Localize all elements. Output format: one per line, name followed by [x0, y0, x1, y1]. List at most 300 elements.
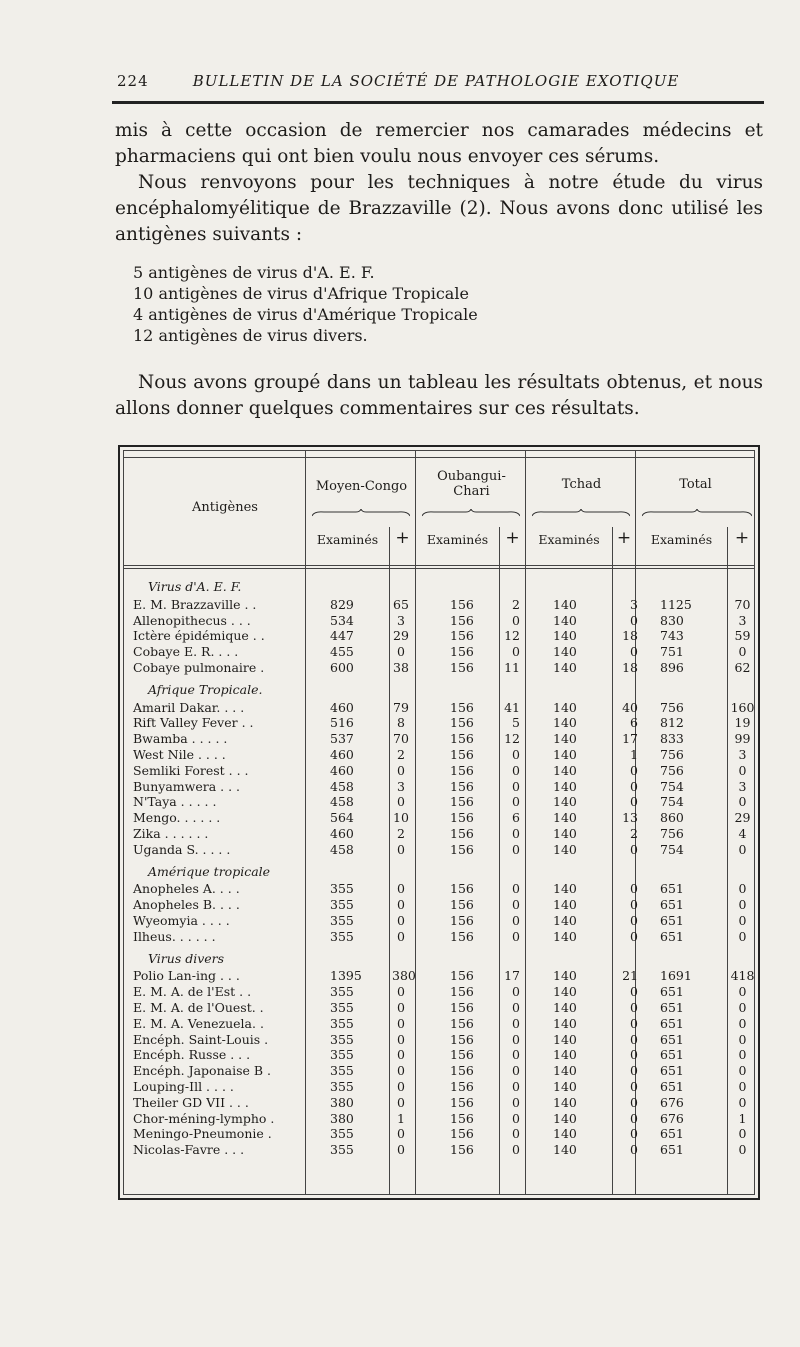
- header-rule: [112, 101, 764, 104]
- table-cell: 0: [512, 1079, 520, 1094]
- table-cell: 140: [553, 841, 577, 857]
- table-cell: 62: [734, 660, 751, 675]
- header-top-rule: [123, 457, 755, 458]
- table-cell: 12: [504, 628, 520, 644]
- table-cell: 0: [738, 881, 747, 897]
- table-cell: 0: [397, 897, 405, 913]
- table-cell: 156: [450, 1031, 474, 1047]
- table-cell: 355: [330, 1079, 354, 1094]
- table-cell: 40: [622, 699, 638, 715]
- table-row: [130, 763, 760, 779]
- table-cell: 0: [512, 826, 520, 841]
- table-cell: 537: [330, 731, 354, 747]
- table-row: [130, 984, 760, 1000]
- table-cell: 156: [450, 794, 474, 810]
- table-cell: 0: [397, 1063, 405, 1079]
- antigen-name: Anopheles A. . . .: [133, 881, 240, 897]
- table-cell: 0: [512, 612, 520, 628]
- table-cell: 455: [330, 644, 354, 660]
- table-cell: 4: [738, 826, 747, 841]
- table-cell: 0: [738, 841, 747, 857]
- table-row: [130, 731, 760, 747]
- table-cell: 743: [660, 628, 684, 644]
- table-cell: 156: [450, 731, 474, 747]
- table-cell: 0: [512, 1094, 520, 1110]
- antigen-name: Theiler GD VII . . .: [133, 1094, 249, 1110]
- table-cell: 0: [738, 1015, 747, 1031]
- table-cell: 756: [660, 747, 684, 762]
- table-cell: 156: [450, 810, 474, 826]
- table-cell: 516: [330, 715, 354, 731]
- table-cell: 0: [397, 1094, 405, 1110]
- table-cell: 156: [450, 699, 474, 715]
- table-cell: 140: [553, 1000, 577, 1015]
- table-row: [130, 929, 760, 945]
- table-cell: 355: [330, 928, 354, 944]
- table-cell: 460: [330, 699, 354, 715]
- table-cell: 0: [630, 794, 638, 810]
- table-cell: 0: [738, 1031, 747, 1047]
- table-row: [130, 1000, 760, 1016]
- table-cell: 156: [450, 841, 474, 857]
- table-cell: 3: [738, 612, 747, 628]
- table-cell: 0: [397, 841, 405, 857]
- brace-mark: [312, 509, 410, 517]
- section-title: Virus divers: [148, 950, 225, 966]
- table-cell: 0: [738, 794, 747, 810]
- table-cell: 0: [738, 984, 747, 1000]
- table-row: [130, 700, 760, 716]
- table-cell: 0: [630, 984, 638, 1000]
- table-cell: 458: [330, 778, 354, 794]
- table-row: [130, 747, 760, 763]
- table-cell: 600: [330, 660, 354, 675]
- table-cell: 140: [553, 1079, 577, 1094]
- table-cell: 156: [450, 1000, 474, 1015]
- paragraph-2: Nous renvoyons pour les techniques à notre étude du virus encéphalomyélitique de Brazzaville (2). Nous avons donc utilisé les antigènes suivants :: [115, 172, 763, 245]
- table-cell: 380: [392, 968, 416, 984]
- table-cell: 355: [330, 913, 354, 928]
- table-cell: 0: [512, 881, 520, 897]
- brace-mark: [422, 509, 520, 517]
- table-cell: 651: [660, 913, 684, 928]
- table-cell: 0: [512, 897, 520, 913]
- table-cell: 38: [393, 660, 409, 675]
- table-cell: 651: [660, 881, 684, 897]
- table-cell: 2: [397, 747, 405, 762]
- table-cell: 140: [553, 794, 577, 810]
- table-cell: 140: [553, 747, 577, 762]
- table-cell: 0: [397, 913, 405, 928]
- table-cell: 833: [660, 731, 684, 747]
- table-cell: 140: [553, 612, 577, 628]
- antigen-name: Cobaye pulmonaire .: [133, 660, 265, 675]
- table-cell: 829: [330, 596, 354, 612]
- antigen-name: Ictère épidémique . .: [133, 628, 265, 644]
- table-cell: 156: [450, 913, 474, 928]
- table-cell: 651: [660, 1000, 684, 1015]
- table-cell: 0: [630, 1000, 638, 1015]
- table-cell: 0: [630, 881, 638, 897]
- table-cell: 156: [450, 1142, 474, 1158]
- table-cell: 140: [553, 762, 577, 778]
- antigen-name: Chor-méning-lympho .: [133, 1110, 275, 1126]
- sub-header: +: [734, 528, 750, 548]
- table-cell: 140: [553, 596, 577, 612]
- table-row: [130, 881, 760, 897]
- table-cell: 156: [450, 897, 474, 913]
- sub-header: +: [616, 528, 632, 548]
- journal-title: BULLETIN DE LA SOCIÉTÉ DE PATHOLOGIE EXOTIQUE: [192, 72, 680, 90]
- table-row: [130, 1032, 760, 1048]
- table-cell: 2: [397, 826, 405, 841]
- table-cell: 99: [734, 731, 751, 747]
- table-cell: 651: [660, 984, 684, 1000]
- table-cell: 156: [450, 660, 474, 675]
- table-row: [130, 897, 760, 913]
- table-cell: 0: [630, 1031, 638, 1047]
- table-cell: 0: [738, 897, 747, 913]
- table-cell: 17: [622, 731, 638, 747]
- antigen-name: Encéph. Russe . . .: [133, 1047, 251, 1063]
- table-cell: 0: [512, 1063, 520, 1079]
- table-cell: 0: [738, 1000, 747, 1015]
- stub-header: Antigènes: [192, 500, 258, 515]
- table-cell: 860: [660, 810, 684, 826]
- table-cell: 2: [630, 826, 638, 841]
- table-cell: 18: [622, 660, 638, 675]
- table-cell: 380: [330, 1110, 354, 1126]
- table-cell: 651: [660, 1031, 684, 1047]
- table-row: [130, 842, 760, 858]
- table-cell: 140: [553, 715, 577, 731]
- table-cell: 0: [630, 1094, 638, 1110]
- table-cell: 1395: [330, 968, 362, 984]
- table-cell: 0: [630, 778, 638, 794]
- table-cell: 6: [512, 810, 520, 826]
- section-title: Afrique Tropicale.: [148, 681, 263, 697]
- table-cell: 355: [330, 1015, 354, 1031]
- table-cell: 651: [660, 1126, 684, 1142]
- table-cell: 0: [512, 1142, 520, 1158]
- table-cell: 651: [660, 897, 684, 913]
- table-row: [130, 597, 760, 613]
- table-row: [130, 628, 760, 644]
- table-cell: 160: [730, 699, 755, 715]
- table-cell: 754: [660, 794, 684, 810]
- table-cell: 79: [393, 699, 409, 715]
- table-cell: 0: [512, 984, 520, 1000]
- antigen-name: E. M. A. de l'Ouest. .: [133, 1000, 264, 1015]
- table-cell: 29: [393, 628, 409, 644]
- table-cell: 676: [660, 1094, 684, 1110]
- table-cell: 756: [660, 762, 684, 778]
- table-cell: 140: [553, 1031, 577, 1047]
- table-cell: 355: [330, 1047, 354, 1063]
- table-cell: 0: [512, 1110, 520, 1126]
- table-cell: 0: [397, 1000, 405, 1015]
- table-cell: 0: [630, 1079, 638, 1094]
- table-cell: 0: [738, 1142, 747, 1158]
- antigen-name: N'Taya . . . . .: [133, 794, 217, 810]
- table-cell: 0: [512, 1015, 520, 1031]
- table-cell: 156: [450, 596, 474, 612]
- antigen-name: Encéph. Saint-Louis .: [133, 1031, 269, 1047]
- table-cell: 564: [330, 810, 354, 826]
- antigen-name: Polio Lan-ing . . .: [133, 968, 240, 984]
- table-cell: 70: [393, 731, 409, 747]
- table-cell: 0: [512, 1000, 520, 1015]
- table-cell: 140: [553, 968, 577, 984]
- table-cell: 458: [330, 794, 354, 810]
- table-cell: 380: [330, 1094, 354, 1110]
- table-cell: 0: [738, 1047, 747, 1063]
- table-cell: 651: [660, 1063, 684, 1079]
- table-cell: 0: [738, 1063, 747, 1079]
- table-cell: 156: [450, 762, 474, 778]
- table-cell: 29: [734, 810, 751, 826]
- table-cell: 156: [450, 1079, 474, 1094]
- table-cell: 0: [512, 762, 520, 778]
- antigen-name: Bwamba . . . . .: [133, 731, 228, 747]
- table-cell: 156: [450, 1015, 474, 1031]
- list-item: 5 antigènes de virus d'A. E. F.: [133, 263, 375, 282]
- antigen-name: Zika . . . . . .: [133, 826, 209, 841]
- table-cell: 1: [630, 747, 638, 762]
- table-row: [130, 715, 760, 731]
- table-cell: 0: [630, 1126, 638, 1142]
- paragraph-1: mis à cette occasion de remercier nos camarades médecins et pharmaciens qui ont bien voulu nous envoyer ces sérums.: [115, 120, 763, 167]
- table-cell: 0: [630, 841, 638, 857]
- table-cell: 751: [660, 644, 684, 660]
- antigen-name: Encéph. Japonaise B .: [133, 1063, 271, 1079]
- table-cell: 0: [630, 1047, 638, 1063]
- table-cell: 140: [553, 928, 577, 944]
- table-cell: 140: [553, 984, 577, 1000]
- antigen-name: Anopheles B. . . .: [133, 897, 240, 913]
- table-cell: 0: [397, 644, 405, 660]
- table-cell: 0: [738, 913, 747, 928]
- table-cell: 156: [450, 968, 474, 984]
- antigen-name: West Nile . . . .: [133, 747, 226, 762]
- table-cell: 460: [330, 826, 354, 841]
- antigen-name: E. M. A. Venezuela. .: [133, 1015, 264, 1031]
- table-cell: 140: [553, 1142, 577, 1158]
- antigen-name: Semliki Forest . . .: [133, 762, 249, 778]
- table-cell: 3: [397, 778, 405, 794]
- table-cell: 156: [450, 715, 474, 731]
- table-cell: 140: [553, 778, 577, 794]
- table-cell: 0: [512, 1031, 520, 1047]
- table-cell: 0: [630, 1015, 638, 1031]
- table-cell: 156: [450, 826, 474, 841]
- table-cell: 0: [397, 1142, 405, 1158]
- table-cell: 0: [397, 794, 405, 810]
- table-cell: 651: [660, 1142, 684, 1158]
- table-cell: 0: [630, 762, 638, 778]
- table-cell: 3: [738, 747, 747, 762]
- table-cell: 754: [660, 778, 684, 794]
- table-cell: 59: [734, 628, 751, 644]
- table-row: [130, 826, 760, 842]
- table-cell: 651: [660, 928, 684, 944]
- list-item: 4 antigènes de virus d'Amérique Tropicale: [133, 305, 478, 324]
- list-item: 10 antigènes de virus d'Afrique Tropicale: [133, 284, 469, 303]
- table-cell: 355: [330, 1031, 354, 1047]
- table-cell: 156: [450, 1063, 474, 1079]
- table-cell: 1691: [660, 968, 692, 984]
- table-cell: 65: [393, 596, 409, 612]
- table-cell: 0: [738, 1094, 747, 1110]
- table-cell: 0: [512, 928, 520, 944]
- table-cell: 1125: [660, 596, 692, 612]
- table-cell: 0: [630, 1110, 638, 1126]
- section-row: [130, 864, 760, 880]
- table-cell: 156: [450, 747, 474, 762]
- table-row: [130, 1111, 760, 1127]
- list-item: 12 antigènes de virus divers.: [133, 326, 368, 345]
- antigen-name: Ilheus. . . . . .: [133, 928, 216, 944]
- table-row: [130, 1063, 760, 1079]
- table-cell: 140: [553, 881, 577, 897]
- table-cell: 0: [738, 762, 747, 778]
- sub-header: +: [505, 528, 520, 548]
- table-cell: 0: [630, 1142, 638, 1158]
- table-cell: 0: [512, 841, 520, 857]
- table-cell: 156: [450, 928, 474, 944]
- table-row: [130, 613, 760, 629]
- table-row: [130, 810, 760, 826]
- group-header: Tchad: [561, 477, 602, 492]
- table-cell: 0: [630, 913, 638, 928]
- table-cell: 19: [734, 715, 751, 731]
- table-cell: 2: [512, 596, 520, 612]
- table-cell: 18: [622, 628, 638, 644]
- table-cell: 0: [397, 1079, 405, 1094]
- table-cell: 0: [397, 1015, 405, 1031]
- antigen-name: Uganda S. . . . .: [133, 841, 231, 857]
- table-cell: 140: [553, 1047, 577, 1063]
- table-cell: 1: [738, 1110, 747, 1126]
- section-title: Virus d'A. E. F.: [148, 579, 242, 594]
- sub-header: Examinés: [426, 532, 489, 547]
- table-cell: 830: [660, 612, 684, 628]
- table-cell: 0: [397, 1047, 405, 1063]
- table-cell: 0: [630, 928, 638, 944]
- table-cell: 418: [730, 968, 755, 984]
- running-head: [117, 72, 762, 90]
- table-cell: 156: [450, 778, 474, 794]
- section-title: Amérique tropicale: [148, 863, 271, 879]
- table-cell: 756: [660, 699, 684, 715]
- table-cell: 156: [450, 612, 474, 628]
- table-cell: 355: [330, 1126, 354, 1142]
- table-cell: 0: [512, 913, 520, 928]
- table-cell: 41: [504, 699, 520, 715]
- header-bottom-rule: [123, 568, 755, 569]
- table-cell: 0: [738, 1079, 747, 1094]
- table-cell: 754: [660, 841, 684, 857]
- antigen-name: Nicolas-Favre . . .: [133, 1142, 245, 1158]
- antigen-name: Cobaye E. R. . . .: [133, 644, 239, 660]
- table-cell: 140: [553, 731, 577, 747]
- table-cell: 355: [330, 984, 354, 1000]
- table-cell: 140: [553, 810, 577, 826]
- table-cell: 0: [630, 897, 638, 913]
- table-cell: 0: [630, 644, 638, 660]
- table-cell: 11: [504, 660, 520, 675]
- antigen-name: Rift Valley Fever . .: [133, 715, 254, 731]
- table-row: [130, 644, 760, 660]
- table-cell: 0: [738, 644, 747, 660]
- antigen-name: E. M. Brazzaville . .: [133, 596, 257, 612]
- table-cell: 0: [630, 1063, 638, 1079]
- table-cell: 3: [630, 596, 638, 612]
- table-cell: 3: [397, 612, 405, 628]
- table-cell: 156: [450, 984, 474, 1000]
- table-cell: 651: [660, 1047, 684, 1063]
- table-row: [130, 1016, 760, 1032]
- table-cell: 756: [660, 826, 684, 841]
- table-cell: 896: [660, 660, 684, 675]
- table-cell: 140: [553, 660, 577, 675]
- table-cell: 0: [738, 928, 747, 944]
- antigen-name: E. M. A. de l'Est . .: [133, 984, 252, 1000]
- table-cell: 17: [504, 968, 520, 984]
- table-row: [130, 1126, 760, 1142]
- table-cell: 676: [660, 1110, 684, 1126]
- table-row: [130, 1142, 760, 1158]
- table-cell: 355: [330, 897, 354, 913]
- table-cell: 0: [512, 794, 520, 810]
- table-cell: 156: [450, 1047, 474, 1063]
- antigen-name: Louping-Ill . . . .: [133, 1079, 234, 1094]
- table-cell: 0: [397, 881, 405, 897]
- page-number: 224: [117, 72, 149, 90]
- table-cell: 460: [330, 762, 354, 778]
- table-cell: 140: [553, 644, 577, 660]
- antigen-list: [133, 262, 633, 346]
- table-cell: 460: [330, 747, 354, 762]
- table-cell: 156: [450, 1094, 474, 1110]
- table-cell: 0: [397, 762, 405, 778]
- section-row: [130, 951, 760, 967]
- table-cell: 0: [630, 612, 638, 628]
- table-row: [130, 660, 760, 676]
- table-cell: 0: [512, 1047, 520, 1063]
- table-row: [130, 968, 760, 984]
- table-cell: 140: [553, 1015, 577, 1031]
- group-header: Total: [679, 477, 712, 492]
- table-cell: 0: [738, 1126, 747, 1142]
- table-cell: 355: [330, 1063, 354, 1079]
- table-cell: 13: [622, 810, 638, 826]
- antigen-name: Amaril Dakar. . . .: [133, 699, 245, 715]
- sub-header: Examinés: [538, 532, 600, 547]
- table-row: [130, 1047, 760, 1063]
- table-cell: 140: [553, 1126, 577, 1142]
- table-cell: 140: [553, 897, 577, 913]
- brace-mark: [532, 509, 630, 517]
- section-row: [130, 579, 760, 595]
- table-cell: 0: [512, 1126, 520, 1142]
- sub-header: Examinés: [650, 532, 713, 547]
- table-cell: 140: [553, 1110, 577, 1126]
- results-table: [118, 445, 760, 1200]
- table-cell: 3: [738, 778, 747, 794]
- table-cell: 6: [630, 715, 638, 731]
- table-cell: 140: [553, 826, 577, 841]
